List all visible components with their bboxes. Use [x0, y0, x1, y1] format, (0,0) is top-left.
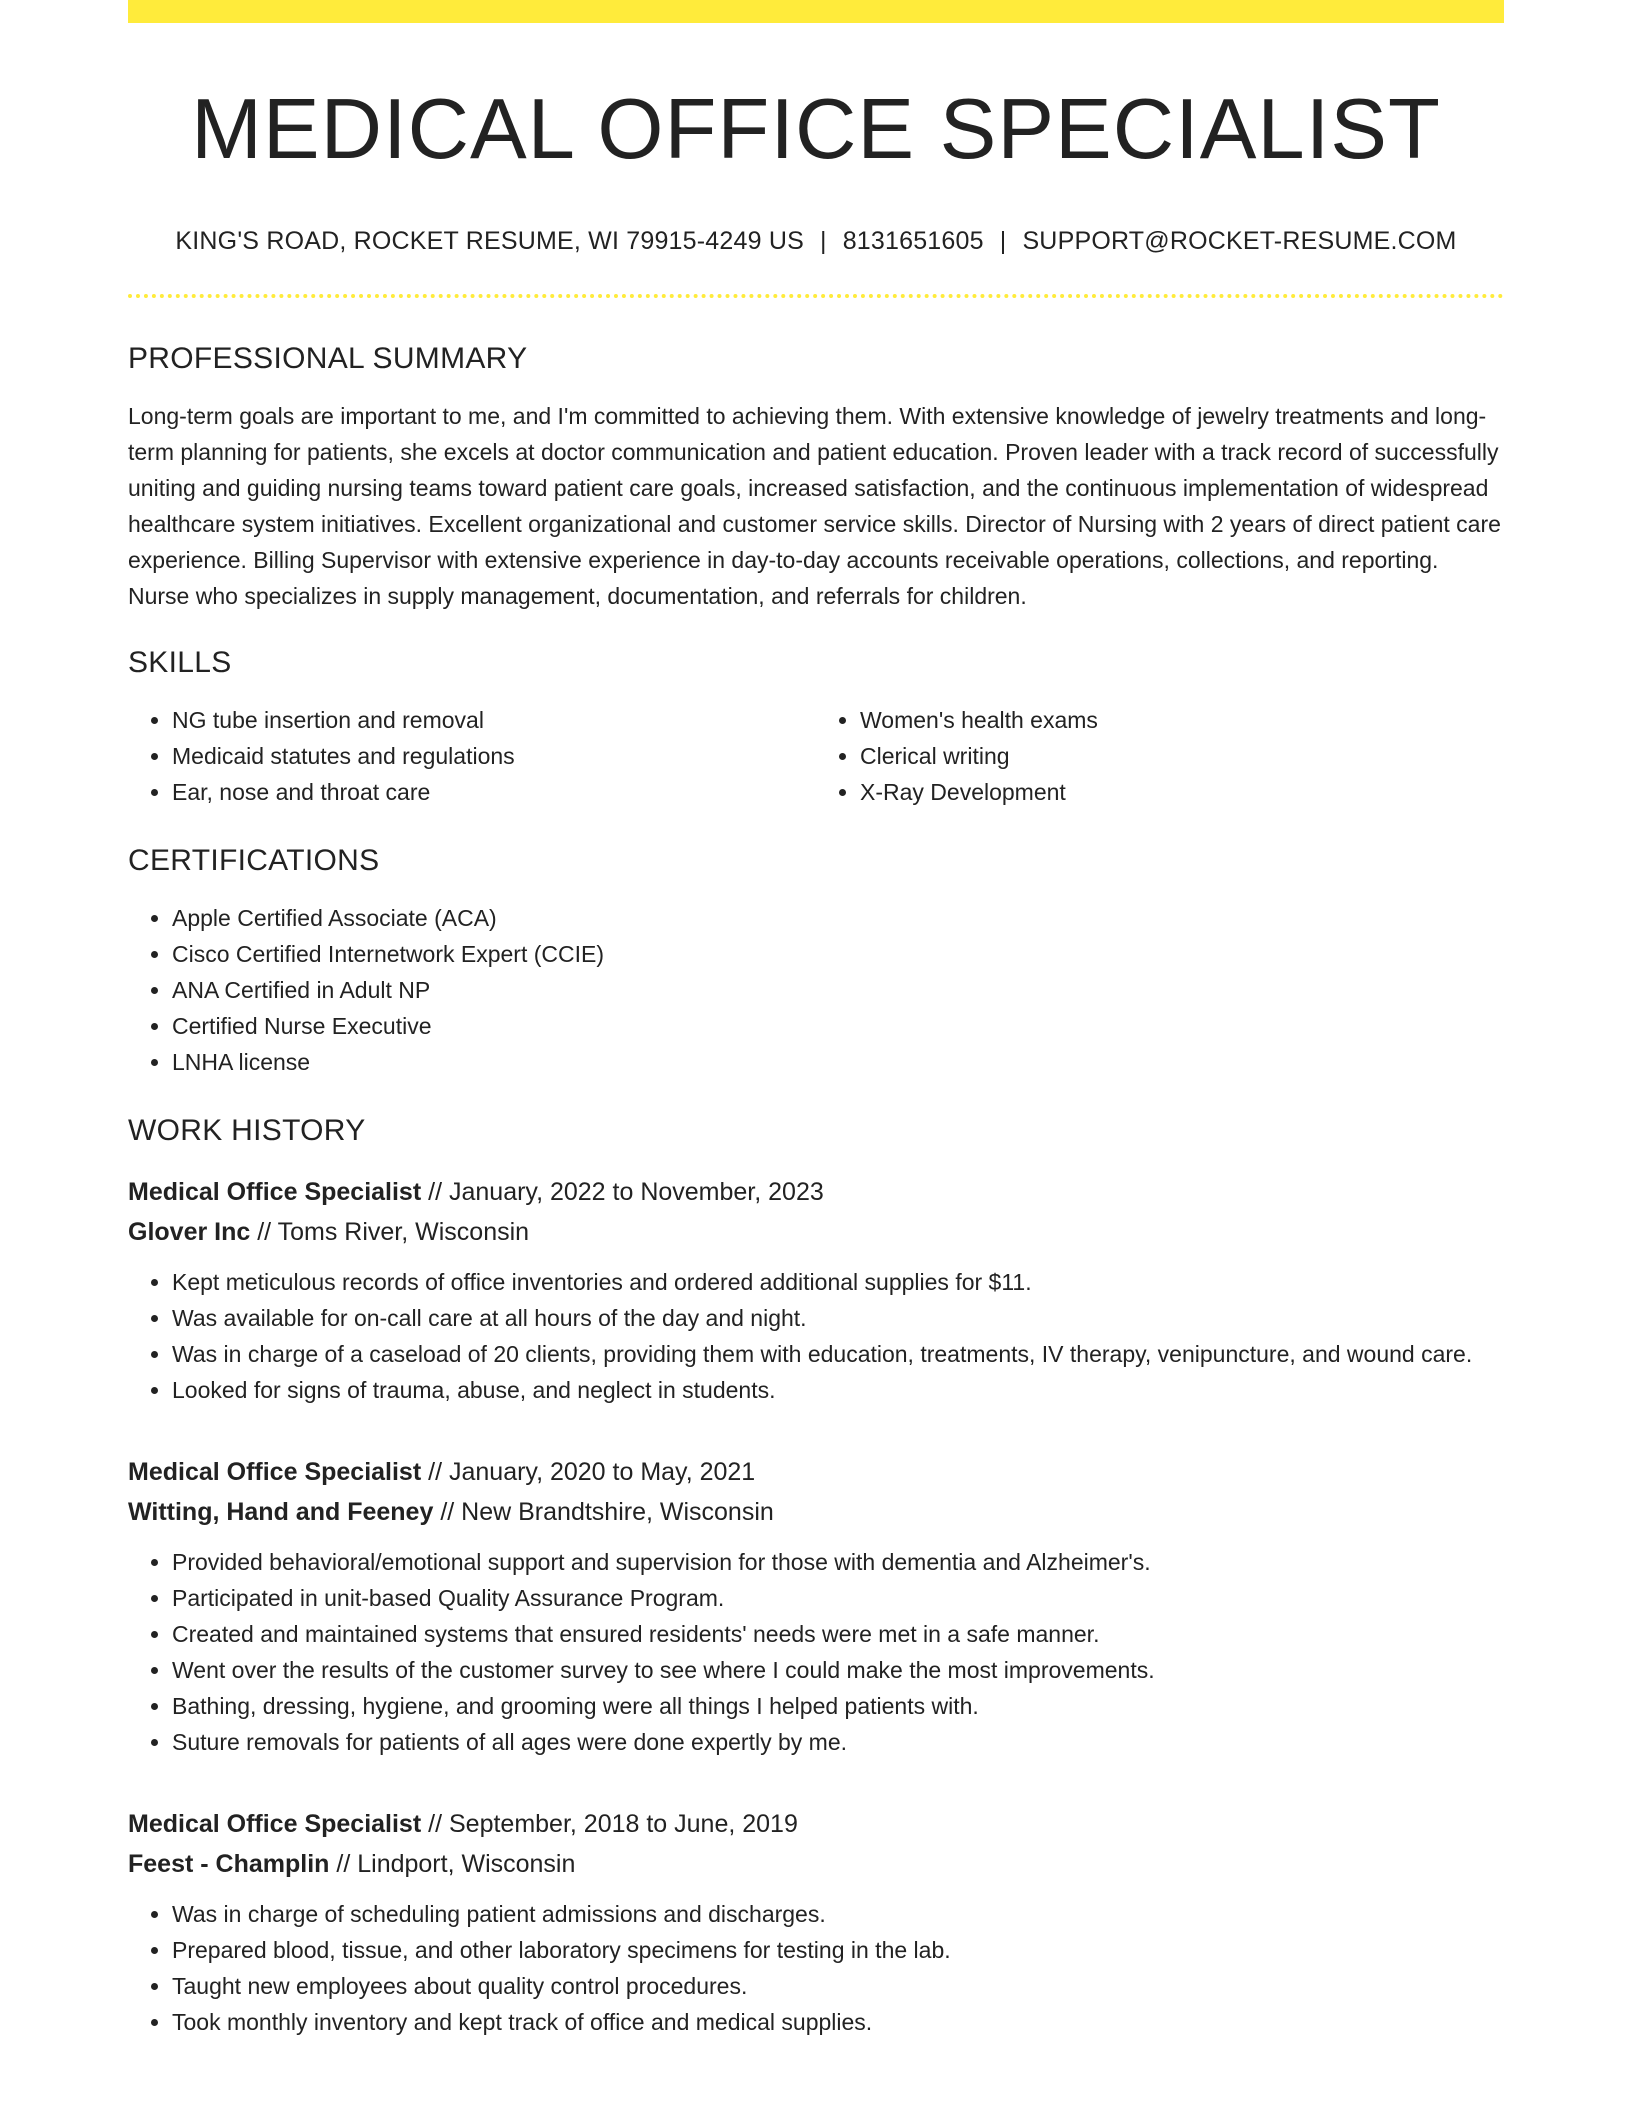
- job-bullet: • Went over the results of the customer survey to see where I could make the most improvements.: [172, 1652, 1504, 1688]
- contact-line: [128, 227, 1504, 256]
- job-dates: September, 2018 to June, 2019: [448, 1809, 798, 1838]
- contact-separator: |: [819, 226, 827, 255]
- job-divider: //: [440, 1497, 455, 1526]
- job-location: Toms River, Wisconsin: [277, 1217, 530, 1246]
- skill-item: • Ear, nose and throat care: [172, 774, 816, 810]
- certification-item: • Certified Nurse Executive: [172, 1008, 1504, 1044]
- job-location: Lindport, Wisconsin: [357, 1849, 576, 1878]
- certification-item: • LNHA license: [172, 1044, 1504, 1080]
- resume-page: [128, 0, 1504, 2040]
- skills-heading: SKILLS: [128, 645, 232, 679]
- summary-heading: PROFESSIONAL SUMMARY: [128, 341, 528, 375]
- job-bullet: • Provided behavioral/emotional support and supervision for those with dementia and Alzheimer's.: [172, 1544, 1504, 1580]
- job-role: Medical Office Specialist: [128, 1809, 422, 1838]
- summary-text: Long-term goals are important to me, and I'm committed to achieving them. With extensive knowledge of jewelry treatments and long-term planning for patients, she excels at doctor communication and patient education. Proven leader with a track record of successfully uniting and guiding nursing teams toward patient care goals, increased satisfaction, and the continuous implementation of widespread healthcare system initiatives. Excellent organizational and customer service skills. Director of Nursing with 2 years of direct patient care experience. Billing Supervisor with extensive experience in day-to-day accounts receivable operations, collections, and reporting. Nurse who specializes in supply management, documentation, and referrals for children.: [128, 402, 1501, 609]
- job-role: Medical Office Specialist: [128, 1457, 422, 1486]
- job-divider: //: [428, 1177, 443, 1206]
- job-bullet: • Participated in unit-based Quality Assurance Program.: [172, 1580, 1504, 1616]
- resume-name-title: MEDICAL OFFICE SPECIALIST: [191, 82, 1441, 177]
- certifications-list: [128, 900, 1504, 1080]
- skill-item: • X-Ray Development: [860, 774, 1504, 810]
- contact-email: SUPPORT@ROCKET-RESUME.COM: [1022, 226, 1457, 255]
- job-company-line: [128, 1212, 1504, 1252]
- job-entry: [128, 1452, 1504, 1760]
- job-company: Glover Inc: [128, 1217, 251, 1246]
- job-dates: January, 2020 to May, 2021: [448, 1457, 756, 1486]
- job-bullet: • Kept meticulous records of office inventories and ordered additional supplies for $11.: [172, 1264, 1504, 1300]
- job-entry: [128, 1804, 1504, 2040]
- certifications-heading: CERTIFICATIONS: [128, 843, 380, 877]
- job-bullet: • Was in charge of a caseload of 20 clients, providing them with education, treatments, IV therapy, venipuncture, and wound care.: [172, 1336, 1504, 1372]
- job-divider: //: [257, 1217, 272, 1246]
- skill-item: • Women's health exams: [860, 702, 1504, 738]
- job-role-line: [128, 1172, 1504, 1212]
- job-role-line: [128, 1804, 1504, 1844]
- job-company: Feest - Champlin: [128, 1849, 330, 1878]
- skill-item: • Clerical writing: [860, 738, 1504, 774]
- job-bullet: • Prepared blood, tissue, and other laboratory specimens for testing in the lab.: [172, 1932, 1504, 1968]
- job-bullet: • Was in charge of scheduling patient admissions and discharges.: [172, 1896, 1504, 1932]
- job-bullet: • Suture removals for patients of all ages were done expertly by me.: [172, 1724, 1504, 1760]
- job-bullet: • Created and maintained systems that ensured residents' needs were met in a safe manner.: [172, 1616, 1504, 1652]
- contact-separator: |: [999, 226, 1007, 255]
- skills-column-right: [816, 702, 1504, 810]
- job-bullet: • Bathing, dressing, hygiene, and grooming were all things I helped patients with.: [172, 1688, 1504, 1724]
- contact-phone: 8131651605: [842, 226, 984, 255]
- job-bullet: • Taught new employees about quality control procedures.: [172, 1968, 1504, 2004]
- work-history-heading: WORK HISTORY: [128, 1113, 366, 1147]
- job-company-line: [128, 1492, 1504, 1532]
- job-bullet: • Was available for on-call care at all hours of the day and night.: [172, 1300, 1504, 1336]
- job-location: New Brandtshire, Wisconsin: [461, 1497, 774, 1526]
- dotted-divider: [128, 294, 1504, 298]
- certification-item: • Apple Certified Associate (ACA): [172, 900, 1504, 936]
- job-bullet: • Took monthly inventory and kept track of office and medical supplies.: [172, 2004, 1504, 2040]
- job-dates: January, 2022 to November, 2023: [448, 1177, 824, 1206]
- skill-item: • NG tube insertion and removal: [172, 702, 816, 738]
- job-bullets: [128, 1896, 1504, 2040]
- certification-item: • Cisco Certified Internetwork Expert (CCIE): [172, 936, 1504, 972]
- job-divider: //: [428, 1457, 443, 1486]
- job-bullets: [128, 1264, 1504, 1408]
- skills-column-left: [128, 702, 816, 810]
- job-entry: [128, 1172, 1504, 1408]
- certification-item: • ANA Certified in Adult NP: [172, 972, 1504, 1008]
- job-divider: //: [428, 1809, 443, 1838]
- job-role: Medical Office Specialist: [128, 1177, 422, 1206]
- job-role-line: [128, 1452, 1504, 1492]
- skill-item: • Medicaid statutes and regulations: [172, 738, 816, 774]
- job-bullet: • Looked for signs of trauma, abuse, and neglect in students.: [172, 1372, 1504, 1408]
- job-company-line: [128, 1844, 1504, 1884]
- skills-list: [128, 702, 1504, 810]
- job-bullets: [128, 1544, 1504, 1760]
- job-divider: //: [336, 1849, 351, 1878]
- accent-top-bar: [128, 0, 1504, 23]
- job-company: Witting, Hand and Feeney: [128, 1497, 434, 1526]
- contact-address: KING'S ROAD, ROCKET RESUME, WI 79915-4249 US: [175, 226, 804, 255]
